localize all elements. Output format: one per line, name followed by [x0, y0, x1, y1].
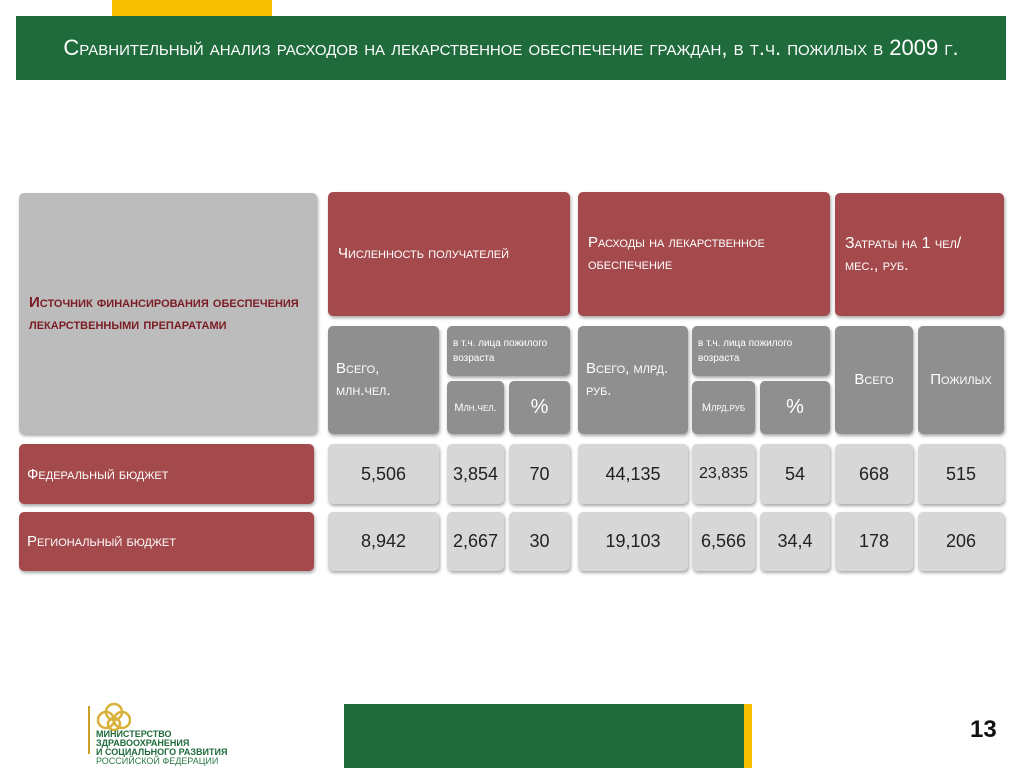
subheader-expenses-unit: Млрд.руб: [692, 381, 755, 434]
source-header: Источник финансирования обеспечения лекарственными препаратами: [19, 193, 317, 434]
logo-line: И СОЦИАЛЬНОГО РАЗВИТИЯ: [96, 747, 228, 757]
table-cell: 2,667: [447, 512, 504, 571]
page-title: Сравнительный анализ расходов на лекарственное обеспечение граждан, в т.ч. пожилых в 2009 г.: [16, 16, 1006, 80]
table-cell: 178: [835, 512, 913, 571]
footer-green-band: [344, 704, 744, 768]
subheader-expenses-percent: %: [760, 381, 830, 434]
table-cell: 5,506: [328, 444, 439, 504]
logo-line: ЗДРАВООХРАНЕНИЯ: [96, 738, 190, 748]
subheader-expenses-elderly: в т.ч. лица пожилого возраста: [692, 326, 830, 376]
row-label-federal: Федеральный бюджет: [19, 444, 314, 504]
subheader-recipients-percent: %: [509, 381, 570, 434]
table-cell: 668: [835, 444, 913, 504]
logo-line: МИНИСТЕРСТВО: [96, 729, 172, 739]
ministry-logo-text: [96, 730, 227, 766]
group-header-expenses: Расходы на лекарственное обеспечение: [578, 192, 830, 316]
table-cell: 6,566: [692, 512, 755, 571]
table-cell: 34,4: [760, 512, 830, 571]
table-cell: 19,103: [578, 512, 688, 571]
page-number: 13: [970, 716, 997, 743]
table-cell: 54: [760, 444, 830, 504]
subheader-recipients-unit: Млн.чел.: [447, 381, 504, 434]
table-cell: 206: [918, 512, 1004, 571]
table-cell: 30: [509, 512, 570, 571]
table-cell: 23,835: [692, 444, 755, 504]
table-cell: 515: [918, 444, 1004, 504]
table-cell: 70: [509, 444, 570, 504]
table-cell: 44,135: [578, 444, 688, 504]
group-header-cost: Затраты на 1 чел/мес., руб.: [835, 193, 1004, 316]
row-label-regional: Региональный бюджет: [19, 512, 314, 571]
subheader-recipients-elderly: в т.ч. лица пожилого возраста: [447, 326, 570, 376]
subheader-cost-total: Всего: [835, 326, 913, 434]
group-header-recipients: Численность получателей: [328, 192, 570, 316]
subheader-expenses-total: Всего, млрд. руб.: [578, 326, 688, 434]
footer-yellow-stripe: [744, 704, 752, 768]
logo-line: РОССИЙСКОЙ ФЕДЕРАЦИИ: [96, 756, 219, 766]
table-cell: 3,854: [447, 444, 504, 504]
top-accent-tab: [112, 0, 272, 16]
table-cell: 8,942: [328, 512, 439, 571]
subheader-cost-elderly: Пожилых: [918, 326, 1004, 434]
subheader-recipients-total: Всего, млн.чел.: [328, 326, 439, 434]
